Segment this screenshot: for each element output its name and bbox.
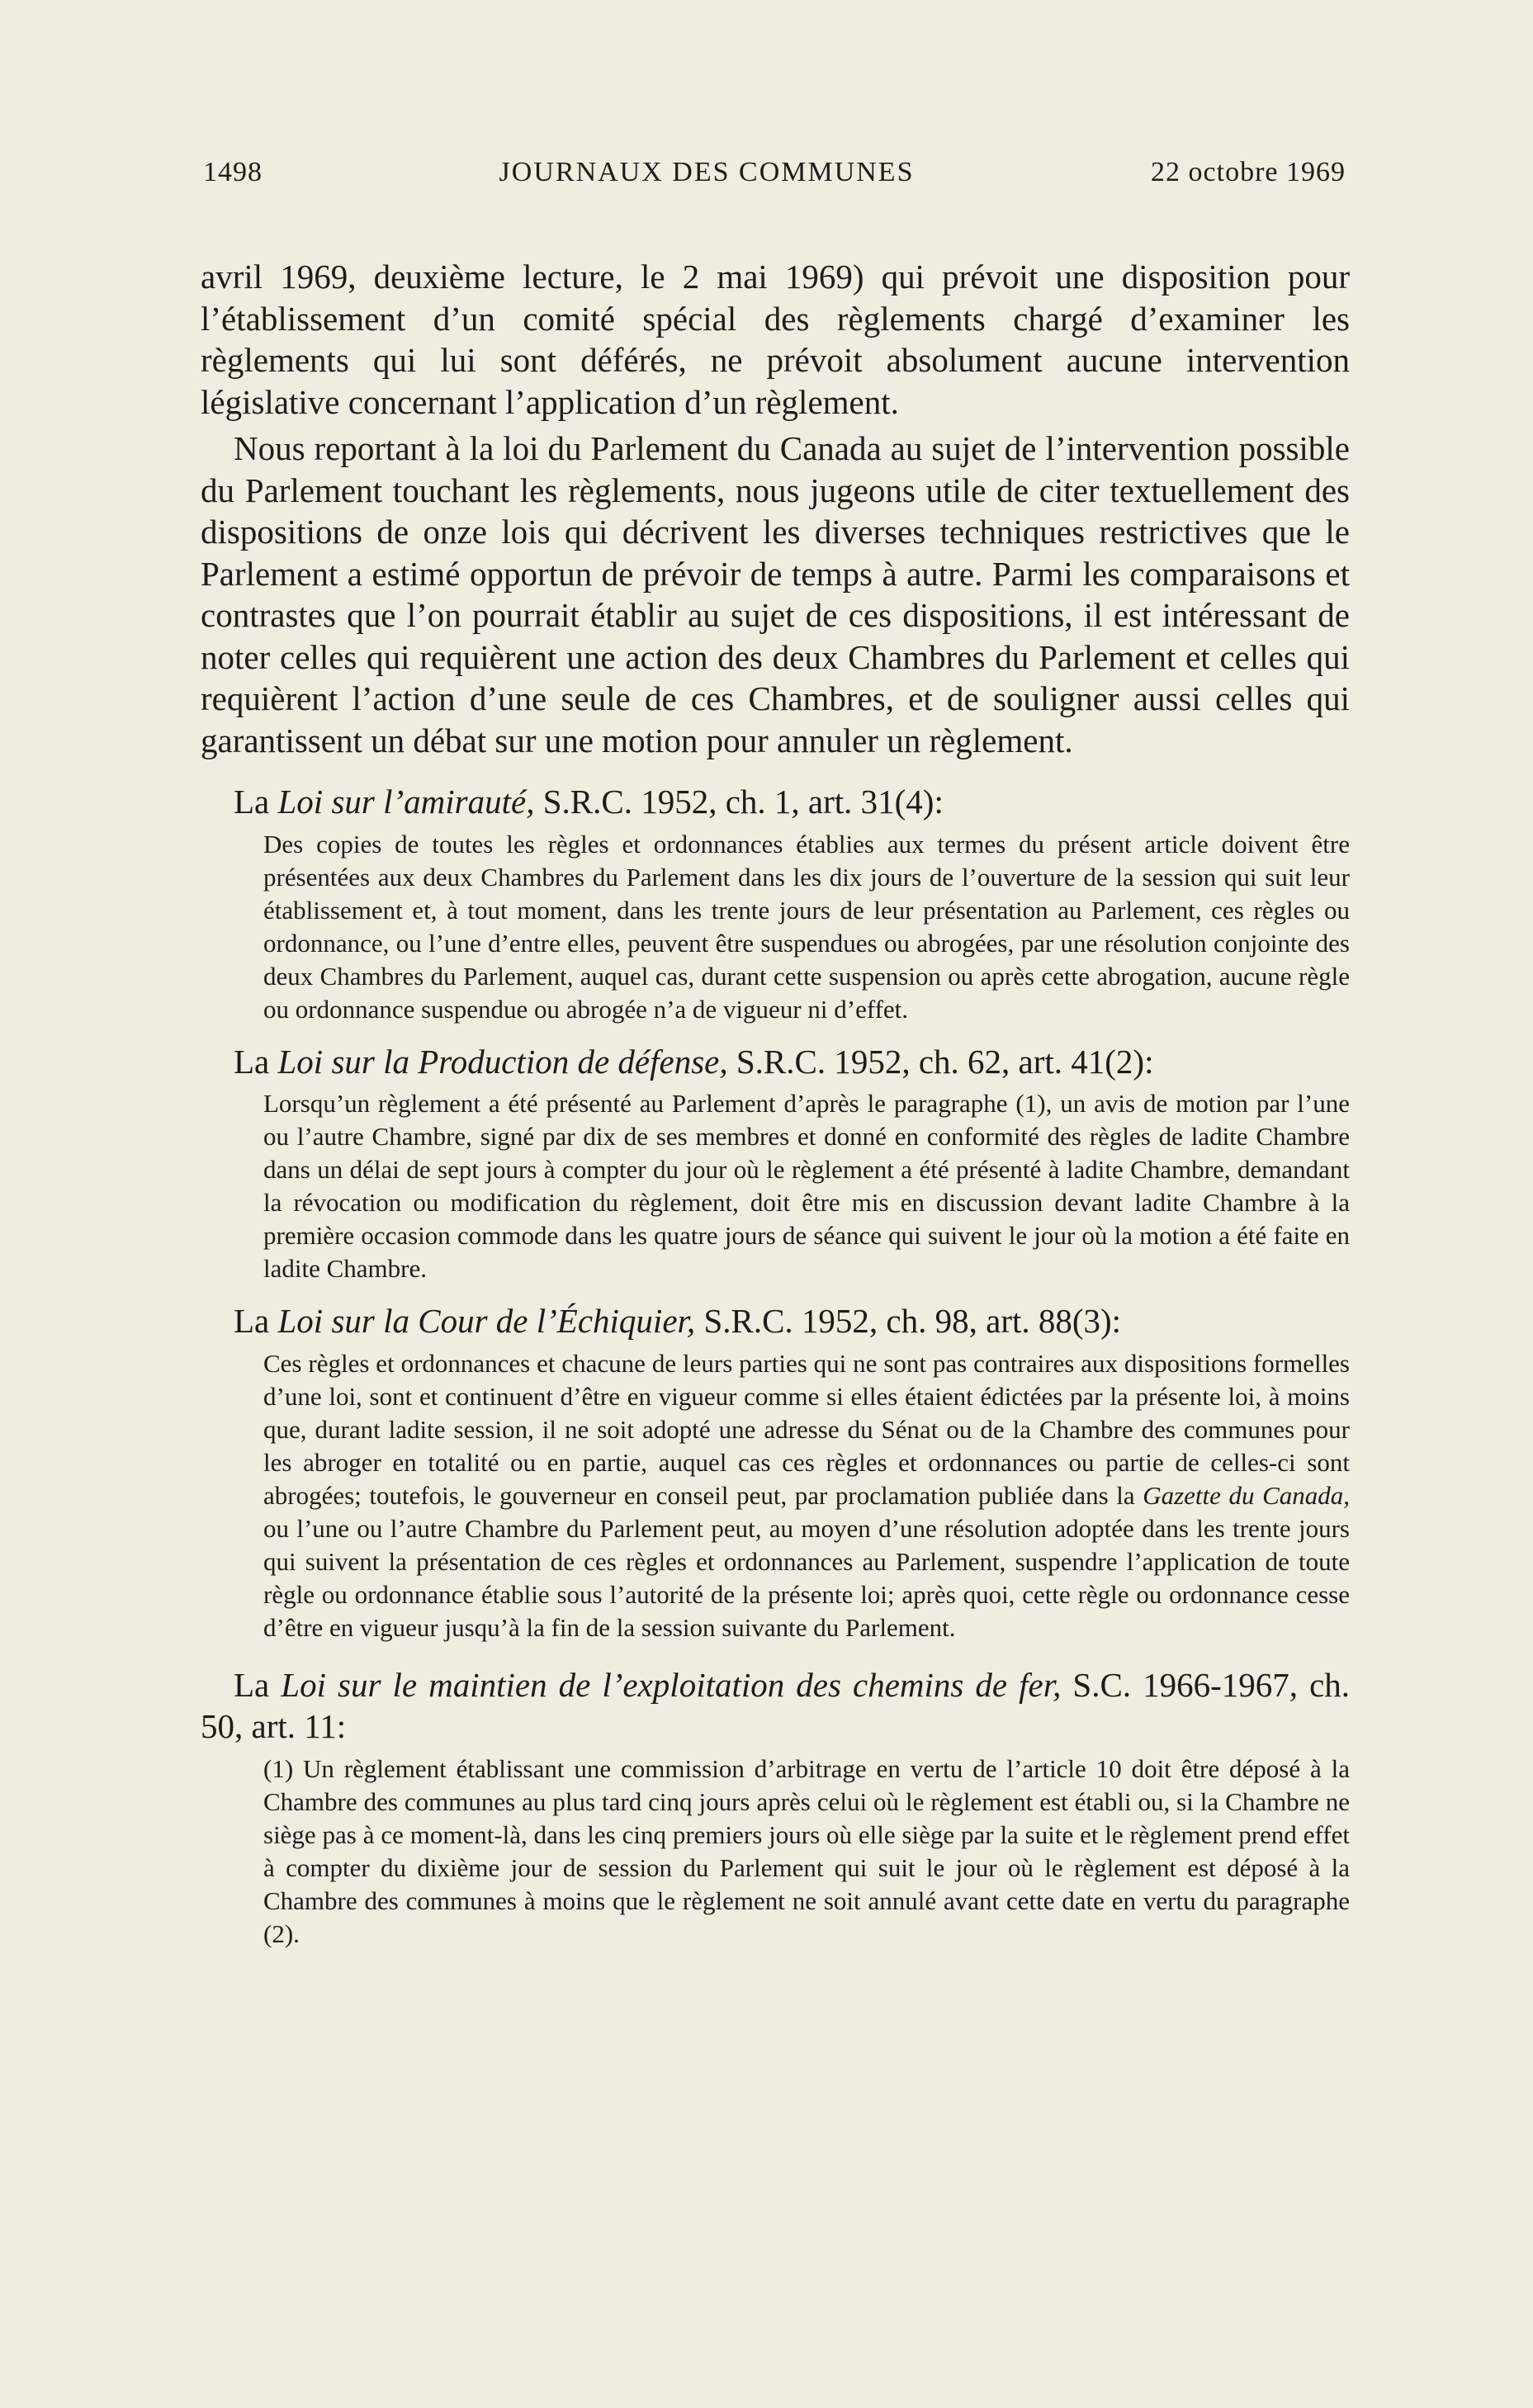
citation-heading-1 bbox=[201, 781, 1350, 823]
act-title: Loi sur la Production de défense, bbox=[277, 1042, 728, 1081]
quote-text-before: Ces règles et ordonnances et chacune de leurs parties qui ne sont pas contraires aux dispositions formelles d’une loi, sont et continuent d’être en vigueur comme si elles étaient édictées par la présente loi, à moins que, durant ladite session, il ne soit adopté une adresse du Sénat ou de la Chambre des communes pour les abroger en totalité ou en partie, auquel cas ces règles et ordonnances ou partie de celles-ci sont abrogées; toutefois, le gouverneur en conseil peut, par proclamation publiée dans la bbox=[263, 1348, 1350, 1510]
citation-heading-3 bbox=[201, 1300, 1350, 1342]
act-reference: S.C. 1966-1967, ch. 50, art. 11: bbox=[201, 1665, 1351, 1745]
document-page bbox=[201, 157, 1350, 1951]
citation-quote-3 bbox=[263, 1347, 1350, 1644]
quote-italic-gazette: Gazette du Canada, bbox=[1143, 1480, 1350, 1510]
paragraph-continuation: avril 1969, deuxième lecture, le 2 mai 1969) qui prévoit une disposition pour l’établissement d’un comité spécial des règlements chargé d’examiner les règlements qui lui sont déférés, ne prévoit absolument aucune intervention législative concernant l’application d’un règlement. bbox=[201, 258, 1350, 421]
citation-prefix: La bbox=[234, 1302, 278, 1340]
page-number: 1498 bbox=[203, 157, 263, 187]
page-header bbox=[201, 157, 1350, 188]
journal-title: JOURNAUX DES COMMUNES bbox=[499, 157, 915, 187]
page-date: 22 octobre 1969 bbox=[1151, 157, 1346, 187]
act-title: Loi sur le maintien de l’exploitation des chemins de fer, bbox=[281, 1665, 1062, 1704]
citation-heading-2 bbox=[201, 1041, 1350, 1083]
citation-quote-4: (1) Un règlement établissant une commission d’arbitrage en vertu de l’article 10 doit être déposé à la Chambre des communes au plus tard cinq jours après celui où le règlement est établi ou, si la Chambre ne siège pas à ce moment-là, dans les cinq premiers jours où elle siège par la suite et le règlement prend effet à compter du dixième jour de session du Parlement qui suit le jour où le règlement est déposé à la Chambre des communes à moins que le règlement ne soit annulé avant cette date en vertu du paragraphe (2). bbox=[263, 1753, 1350, 1948]
citation-heading-4 bbox=[201, 1664, 1350, 1748]
act-title: Loi sur l’amirauté, bbox=[277, 783, 535, 821]
citation-prefix: La bbox=[234, 783, 278, 821]
paragraph-intro: Nous reportant à la loi du Parlement du Canada au sujet de l’intervention possible du Parlement touchant les règlements, nous jugeons utile de citer textuellement des dispositions de onze lois qui décrivent les diverses techniques restrictives que le Parlement a estimé opportun de prévoir de temps à autre. Parmi les comparaisons et contrastes que l’on pourrait établir au sujet de ces dispositions, il est intéressant de noter celles qui requièrent une action des deux Chambres du Parlement et celles qui requièrent l’action d’une seule de ces Chambres, et de souligner aussi celles qui garantissent un débat sur une motion pour annuler un règlement. bbox=[201, 429, 1350, 759]
citation-prefix: La bbox=[234, 1665, 282, 1704]
quote-text-after: ou l’une ou l’autre Chambre du Parlement peut, au moyen d’une résolution adoptée dans les trente jours qui suivent la présentation de ces règles et ordonnances au Parlement, suspendre l’application de toute règle ou ordonnance établie sous l’autorité de la présente loi; après quoi, cette règle ou ordonnance cesse d’être en vigueur jusqu’à la fin de la session suivante du Parlement. bbox=[263, 1513, 1350, 1642]
act-title: Loi sur la Cour de l’Échiquier, bbox=[277, 1302, 696, 1340]
act-reference: S.R.C. 1952, ch. 62, art. 41(2): bbox=[727, 1042, 1154, 1081]
citation-quote-1: Des copies de toutes les règles et ordonnances établies aux termes du présent article doivent être présentées aux deux Chambres du Parlement dans les dix jours de l’ouverture de la session qui suit leur établissement et, à tout moment, dans les trente jours de leur présentation au Parlement, ces règles ou ordonnance, ou l’une d’entre elles, peuvent être suspendues ou abrogées, par une résolution conjointe des deux Chambres du Parlement, auquel cas, durant cette suspension ou après cette abrogation, aucune règle ou ordonnance suspendue ou abrogée n’a de vigueur ni d’effet. bbox=[263, 829, 1350, 1024]
citation-prefix: La bbox=[234, 1042, 278, 1081]
act-reference: S.R.C. 1952, ch. 98, art. 88(3): bbox=[695, 1302, 1122, 1340]
act-reference: S.R.C. 1952, ch. 1, art. 31(4): bbox=[534, 783, 944, 821]
citation-quote-2: Lorsqu’un règlement a été présenté au Parlement d’après le paragraphe (1), un avis de motion par l’une ou l’autre Chambre, signé par dix de ses membres et donné en conformité des règles de ladite Chambre dans un délai de sept jours à compter du jour où le règlement a été présenté à ladite Chambre, demandant la révocation ou modification du règlement, doit être mis en discussion devant ladite Chambre à la première occasion commode dans les quatre jours de séance qui suivent le jour où la motion a été faite en ladite Chambre. bbox=[263, 1089, 1350, 1283]
